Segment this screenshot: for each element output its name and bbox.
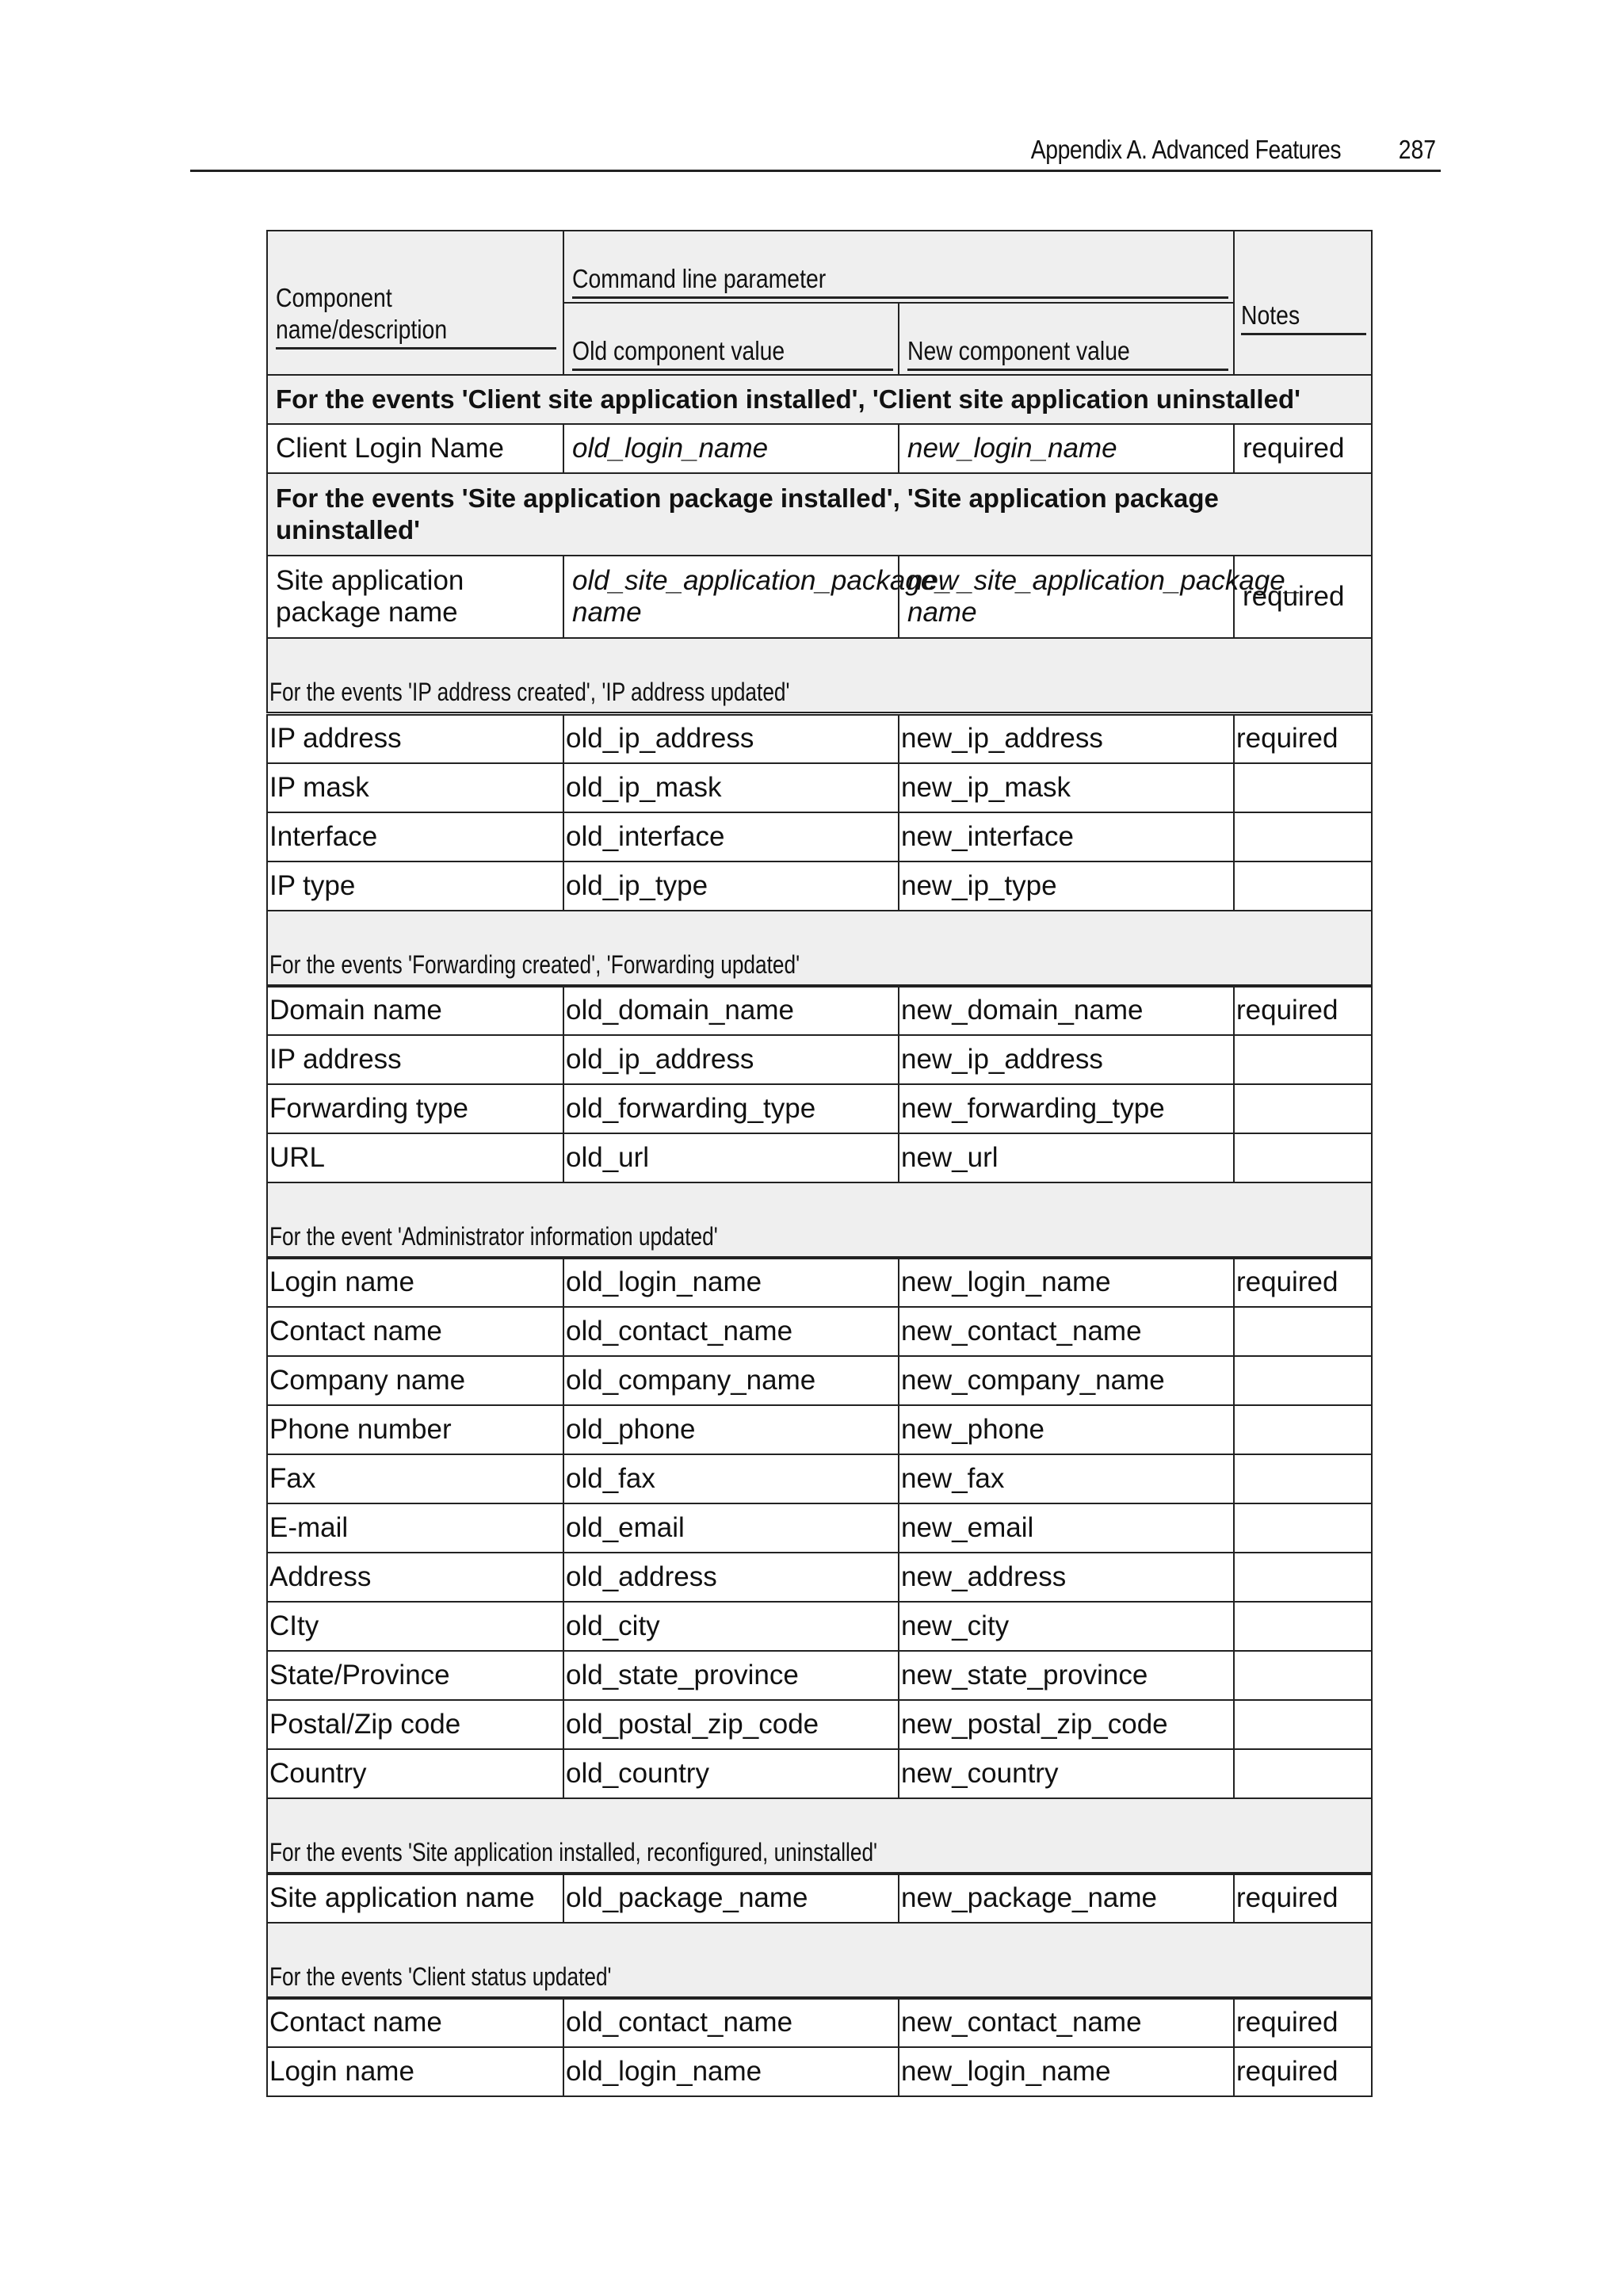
- cell-component: Domain name: [267, 986, 563, 1035]
- cell-notes: required: [1234, 1998, 1372, 2047]
- cell-notes: [1234, 1307, 1372, 1356]
- table-row: [267, 714, 1372, 763]
- section-title: For the events 'Site application package installed', 'Site application package uninstalled': [267, 473, 1372, 556]
- cell-component: IP address: [267, 714, 563, 763]
- cell-new: new_state_province: [899, 1651, 1234, 1700]
- section-title: [267, 638, 1372, 714]
- section-header-row: [267, 1182, 1372, 1258]
- cell-component: Address: [267, 1553, 563, 1602]
- cell-old: old_package_name: [563, 1874, 899, 1923]
- page-number: 287: [1398, 135, 1436, 164]
- table-row: [267, 1258, 1372, 1307]
- cell-old: old_site_application_package_ name: [563, 556, 899, 638]
- cell-new: new_url: [899, 1133, 1234, 1182]
- section-title-text: For the event 'Administrator information updated': [269, 1221, 718, 1251]
- cell-notes: [1234, 1503, 1372, 1553]
- cell-notes: [1234, 861, 1372, 911]
- cell-new: new_interface: [899, 812, 1234, 861]
- cell-component: Site application name: [267, 1874, 563, 1923]
- cell-notes: required: [1234, 556, 1372, 638]
- section-header-row: [267, 473, 1372, 556]
- header-command-line-parameter: Command line parameter: [563, 231, 1234, 303]
- section-title: For the events 'Client site application installed', 'Client site application uninstalled': [267, 375, 1372, 424]
- cell-new: new_login_name: [899, 2047, 1234, 2096]
- table-row: [267, 1503, 1372, 1553]
- running-header: [190, 130, 1441, 172]
- cell-old: old_interface: [563, 812, 899, 861]
- cell-new: new_company_name: [899, 1356, 1234, 1405]
- section-header-row: [267, 1923, 1372, 1998]
- cell-new: new_site_application_package_ name: [899, 556, 1234, 638]
- cell-component: Forwarding type: [267, 1084, 563, 1133]
- table-row: [267, 812, 1372, 861]
- cell-new: new_country: [899, 1749, 1234, 1798]
- cell-new: new_city: [899, 1602, 1234, 1651]
- section-header-row: [267, 638, 1372, 714]
- cell-notes: [1234, 1749, 1372, 1798]
- cell-old: old_ip_type: [563, 861, 899, 911]
- cell-component: Interface: [267, 812, 563, 861]
- table-row: [267, 1133, 1372, 1182]
- cell-new: new_ip_mask: [899, 763, 1234, 812]
- cell-old: old_login_name: [563, 424, 899, 473]
- cell-component: IP type: [267, 861, 563, 911]
- table-row: [267, 1307, 1372, 1356]
- cell-notes: [1234, 1553, 1372, 1602]
- section-title: [267, 911, 1372, 986]
- cell-notes: required: [1234, 2047, 1372, 2096]
- cell-old: old_company_name: [563, 1356, 899, 1405]
- section-title-text: For the events 'Site application installed, reconfigured, uninstalled': [269, 1837, 878, 1866]
- cell-old: old_city: [563, 1602, 899, 1651]
- section-title: [267, 1923, 1372, 1998]
- section-header-row: [267, 911, 1372, 986]
- cell-new: new_ip_address: [899, 714, 1234, 763]
- table-row: [267, 556, 1372, 638]
- cell-new: new_forwarding_type: [899, 1084, 1234, 1133]
- cell-old: old_contact_name: [563, 1307, 899, 1356]
- cell-old: old_country: [563, 1749, 899, 1798]
- cell-component: E-mail: [267, 1503, 563, 1553]
- cell-old: old_login_name: [563, 1258, 899, 1307]
- header-component: Component name/description: [267, 231, 563, 375]
- table-header-row-1: [267, 231, 1372, 303]
- cell-notes: required: [1234, 1874, 1372, 1923]
- cell-old: old_domain_name: [563, 986, 899, 1035]
- cell-notes: [1234, 1454, 1372, 1503]
- table-row: [267, 1035, 1372, 1084]
- cell-new: new_package_name: [899, 1874, 1234, 1923]
- cell-component: URL: [267, 1133, 563, 1182]
- cell-component: Contact name: [267, 1998, 563, 2047]
- section-title: [267, 1182, 1372, 1258]
- chapter-title: Appendix A. Advanced Features: [1030, 135, 1341, 164]
- cell-component: Site application package name: [267, 556, 563, 638]
- cell-notes: required: [1234, 986, 1372, 1035]
- section-title-text: For the events 'Forwarding created', 'Forwarding updated': [269, 949, 800, 979]
- cell-component: Company name: [267, 1356, 563, 1405]
- cell-component: Fax: [267, 1454, 563, 1503]
- cell-component: IP address: [267, 1035, 563, 1084]
- table-row: [267, 1084, 1372, 1133]
- cell-old: old_address: [563, 1553, 899, 1602]
- table-row: [267, 1553, 1372, 1602]
- section-title-text: For the events 'IP address created', 'IP address updated': [269, 678, 790, 706]
- cell-new: new_domain_name: [899, 986, 1234, 1035]
- table-row: [267, 763, 1372, 812]
- cell-new: new_login_name: [899, 424, 1234, 473]
- event-parameters-table: [266, 230, 1373, 2097]
- table-row: [267, 1749, 1372, 1798]
- cell-notes: required: [1234, 1258, 1372, 1307]
- cell-notes: [1234, 1035, 1372, 1084]
- cell-notes: [1234, 1700, 1372, 1749]
- cell-new: new_ip_address: [899, 1035, 1234, 1084]
- cell-notes: [1234, 763, 1372, 812]
- cell-component: CIty: [267, 1602, 563, 1651]
- cell-notes: [1234, 812, 1372, 861]
- cell-component: Login name: [267, 2047, 563, 2096]
- cell-new: new_address: [899, 1553, 1234, 1602]
- header-old-value: Old component value: [563, 303, 899, 375]
- cell-component: State/Province: [267, 1651, 563, 1700]
- table-row: [267, 424, 1372, 473]
- cell-old: old_ip_address: [563, 714, 899, 763]
- cell-old: old_state_province: [563, 1651, 899, 1700]
- cell-new: new_phone: [899, 1405, 1234, 1454]
- cell-component: IP mask: [267, 763, 563, 812]
- cell-component: Client Login Name: [267, 424, 563, 473]
- cell-notes: [1234, 1405, 1372, 1454]
- cell-component: Country: [267, 1749, 563, 1798]
- cell-component: Contact name: [267, 1307, 563, 1356]
- table-row: [267, 1405, 1372, 1454]
- table-row: [267, 986, 1372, 1035]
- cell-old: old_ip_address: [563, 1035, 899, 1084]
- cell-component: Phone number: [267, 1405, 563, 1454]
- cell-notes: [1234, 1356, 1372, 1405]
- cell-old: old_postal_zip_code: [563, 1700, 899, 1749]
- cell-new: new_postal_zip_code: [899, 1700, 1234, 1749]
- header-notes: Notes: [1234, 231, 1372, 375]
- section-title-text: For the events 'Client status updated': [269, 1962, 612, 1991]
- cell-old: old_forwarding_type: [563, 1084, 899, 1133]
- cell-component: Postal/Zip code: [267, 1700, 563, 1749]
- cell-old: old_url: [563, 1133, 899, 1182]
- table-row: [267, 1998, 1372, 2047]
- table-row: [267, 1602, 1372, 1651]
- cell-component: Login name: [267, 1258, 563, 1307]
- section-header-row: [267, 1798, 1372, 1874]
- table-row: [267, 1874, 1372, 1923]
- cell-notes: [1234, 1651, 1372, 1700]
- cell-old: old_phone: [563, 1405, 899, 1454]
- cell-new: new_login_name: [899, 1258, 1234, 1307]
- cell-new: new_contact_name: [899, 1998, 1234, 2047]
- cell-notes: [1234, 1133, 1372, 1182]
- cell-old: old_ip_mask: [563, 763, 899, 812]
- section-title: [267, 1798, 1372, 1874]
- cell-notes: required: [1234, 424, 1372, 473]
- table-row: [267, 2047, 1372, 2096]
- table-row: [267, 1454, 1372, 1503]
- cell-notes: [1234, 1084, 1372, 1133]
- cell-old: old_login_name: [563, 2047, 899, 2096]
- table-row: [267, 1651, 1372, 1700]
- table-row: [267, 1700, 1372, 1749]
- cell-new: new_fax: [899, 1454, 1234, 1503]
- cell-old: old_contact_name: [563, 1998, 899, 2047]
- cell-notes: [1234, 1602, 1372, 1651]
- cell-old: old_fax: [563, 1454, 899, 1503]
- cell-new: new_ip_type: [899, 861, 1234, 911]
- cell-old: old_email: [563, 1503, 899, 1553]
- cell-new: new_email: [899, 1503, 1234, 1553]
- section-header-row: [267, 375, 1372, 424]
- table-row: [267, 861, 1372, 911]
- cell-new: new_contact_name: [899, 1307, 1234, 1356]
- header-new-value: New component value: [899, 303, 1234, 375]
- table-row: [267, 1356, 1372, 1405]
- cell-notes: required: [1234, 714, 1372, 763]
